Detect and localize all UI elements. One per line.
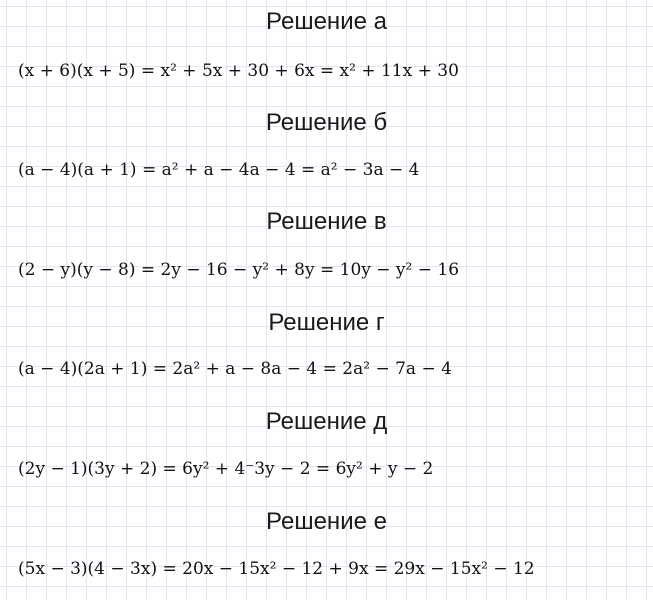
solution-e-formula: (5x − 3)(4 − 3x) = 20x − 15x² − 12 + 9x = 29x − 15x² − 12: [18, 559, 535, 579]
solution-b-formula: (a − 4)(a + 1) = a² + a − 4a − 4 = a² − 3a − 4: [18, 160, 420, 180]
solution-a-formula: (x + 6)(x + 5) = x² + 5x + 30 + 6x = x² + 11x + 30: [18, 61, 459, 81]
solution-b-heading: Решение б: [265, 109, 388, 136]
solution-v-heading: Решение в: [266, 208, 387, 235]
solution-d-formula: (2y − 1)(3y + 2) = 6y² + 4⁻3y − 2 = 6y² + y − 2: [18, 459, 434, 479]
solution-g-formula: (a − 4)(2a + 1) = 2a² + a − 8a − 4 = 2a² − 7a − 4: [18, 359, 452, 379]
solution-d-heading: Решение д: [265, 408, 388, 435]
solution-g-heading: Решение г: [268, 309, 385, 336]
solution-a-heading: Решение а: [266, 8, 387, 35]
solution-e-heading: Решение е: [266, 508, 387, 535]
solution-v-formula: (2 − y)(y − 8) = 2y − 16 − y² + 8y = 10y − y² − 16: [18, 260, 460, 280]
